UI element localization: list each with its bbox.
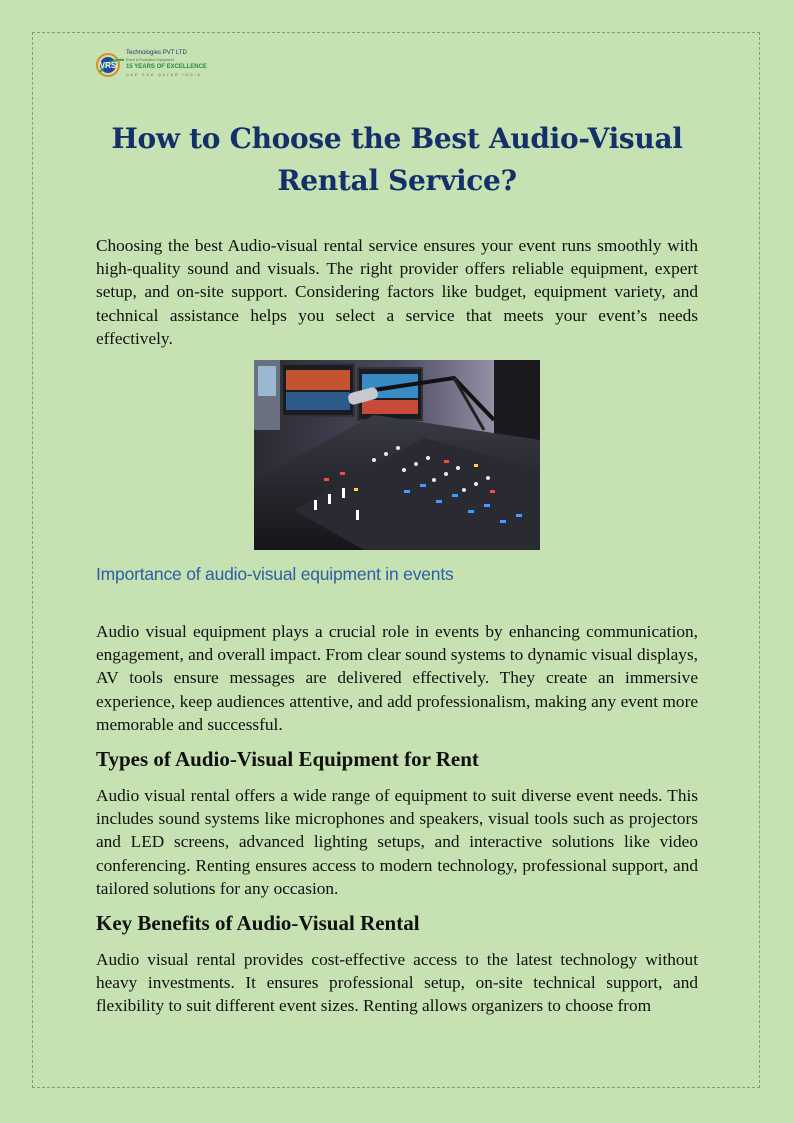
importance-paragraph: Audio visual equipment plays a crucial role in events by enhancing communication, engagement, and overall impact. From clear sound systems to dynamic visual displays, AV tools ensure messages are delivered effectively. They create an immersive experience, keep audiences attentive, and add professionalism, making any event more memorable and successful. [96,622,698,734]
types-paragraph: Audio visual rental offers a wide range of equipment to suit diverse event needs. This includes sound systems like microphones and speakers, visual tools such as projectors and LED screens, advanced lighting setups, and interactive solutions like video conferencing. Renting ensures access to modern technology, professional support, and tailored solutions for any occasion. [96,786,698,898]
page-title: How to Choose the Best Audio-Visual Rental Service? [111,122,683,197]
section-heading-importance: Importance of audio-visual equipment in events [96,564,454,584]
benefits-paragraph: Audio visual rental provides cost-effective access to the latest technology without heavy investments. It ensures professional setup, on-site technical support, and flexibility to suit different event sizes. Renting allows organizers to choose from [96,950,698,1016]
logo-anniversary: 15 YEARS OF EXCELLENCE [126,64,207,70]
company-logo [96,50,206,82]
section-heading-types: Types of Audio-Visual Equipment for Rent [96,747,479,771]
section-heading-benefits: Key Benefits of Audio-Visual Rental [96,911,420,935]
audio-mixer-photo [254,360,540,550]
logo-company-name: Technologies PVT LTD [126,50,187,56]
logo-mark-text: VRS [99,61,117,70]
vrs-logo-icon [96,52,126,78]
logo-tagline: Event & Production Equipment [126,58,174,62]
logo-countries: UAE KSA QATAR INDIA [126,73,202,77]
intro-paragraph: Choosing the best Audio-visual rental service ensures your event runs smoothly with high-quality sound and visuals. The right provider offers reliable equipment, expert setup, and on-site support. Considering factors like budget, equipment variety, and technical assistance helps you select a service that meets your event’s needs effectively. [96,236,698,348]
